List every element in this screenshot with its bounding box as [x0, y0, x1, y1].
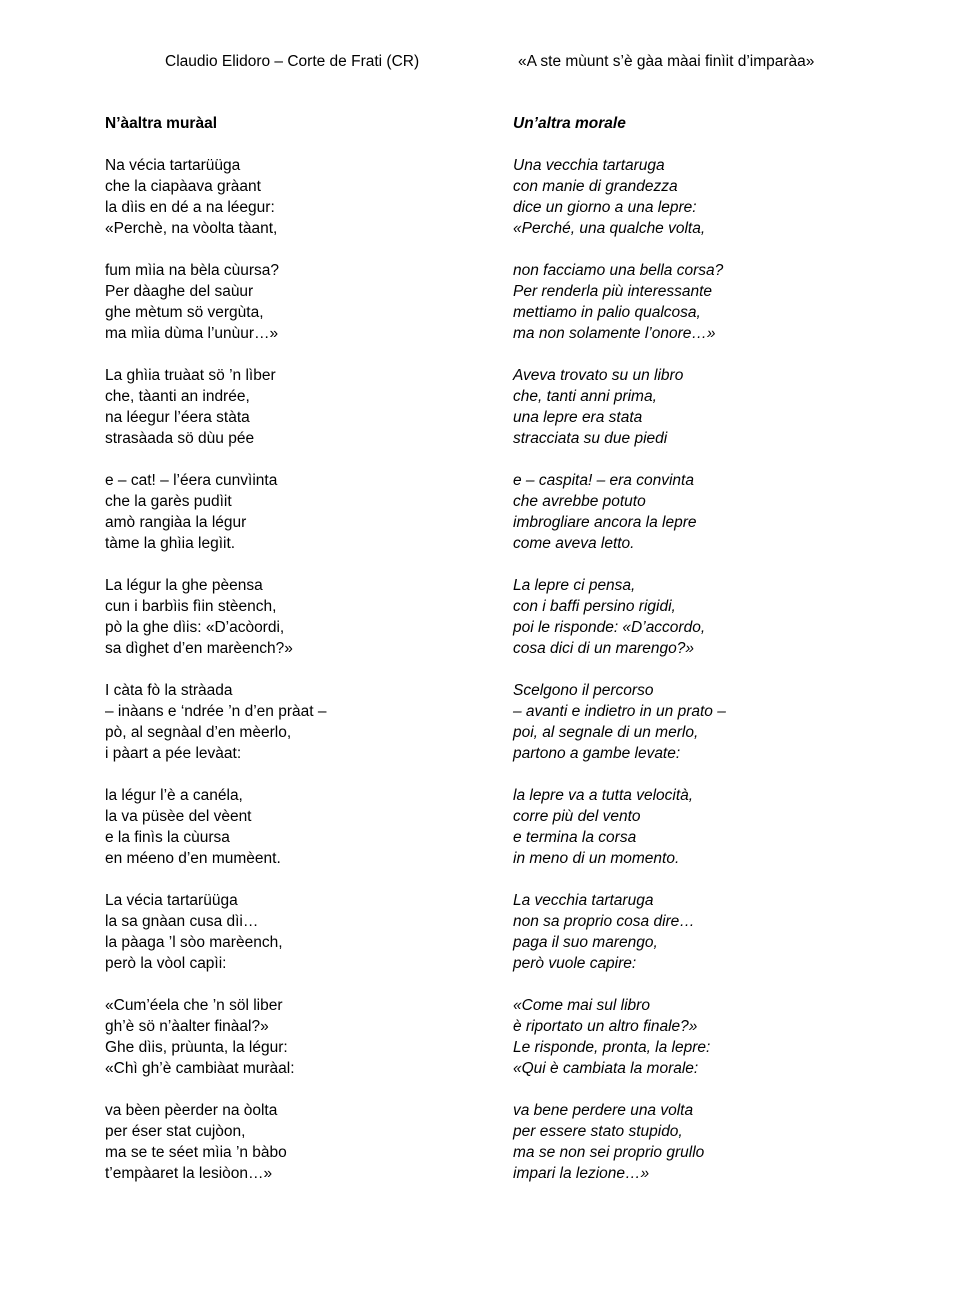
verse-line: paga il suo marengo,	[513, 934, 658, 951]
italian-poem-title: Un’altra morale	[513, 115, 626, 132]
verse-line: amò rangiàa la légur	[105, 514, 247, 531]
stanza	[105, 470, 525, 554]
verse-line: per éser stat cujòon,	[105, 1123, 246, 1140]
verse-line: la dìis en dé a na léegur:	[105, 199, 275, 216]
verse-line: con i baffi persino rigidi,	[513, 598, 676, 615]
verse-line: e termina la corsa	[513, 829, 637, 846]
verse-line: «Qui è cambiata la morale:	[513, 1060, 699, 1077]
author-header: Claudio Elidoro – Corte de Frati (CR)	[165, 53, 420, 70]
verse-line: però la vòol capìi:	[105, 955, 227, 972]
verse-line: fum mìia na bèla cùursa?	[105, 262, 280, 279]
verse-line: in meno di un momento.	[513, 850, 680, 867]
italian-poem	[513, 113, 933, 1205]
verse-line: ma se te séet mìia ’n bàbo	[105, 1144, 287, 1161]
verse-line: Le risponde, pronta, la lepre:	[513, 1039, 711, 1056]
stanza	[105, 680, 525, 764]
verse-line: che la garès pudìit	[105, 493, 232, 510]
stanza	[513, 785, 933, 869]
verse-line: Una vecchia tartaruga	[513, 157, 665, 174]
verse-line: è riportato un altro finale?»	[513, 1018, 698, 1035]
verse-line: cun i barbìis fìin stèench,	[105, 598, 277, 615]
verse-line: La vecchia tartaruga	[513, 892, 654, 909]
verse-line: La lepre ci pensa,	[513, 577, 636, 594]
verse-line: – inàans e ‘ndrée ’n d’en pràat –	[105, 703, 327, 720]
verse-line: poi, al segnale di un merlo,	[513, 724, 699, 741]
verse-line: pò la ghe dìis: «D’acòordi,	[105, 619, 285, 636]
stanza	[513, 155, 933, 239]
verse-line: La ghìia truàat sö ’n lìber	[105, 367, 276, 384]
verse-line: La légur la ghe pèensa	[105, 577, 263, 594]
verse-line: gh’è sö n’àalter finàal?»	[105, 1018, 269, 1035]
verse-line: una lepre era stata	[513, 409, 643, 426]
verse-line: – avanti e indietro in un prato –	[513, 703, 726, 720]
verse-line: va bèen pèerder na òolta	[105, 1102, 278, 1119]
verse-line: e la finìs la cùursa	[105, 829, 230, 846]
stanza	[513, 995, 933, 1079]
stanza	[105, 890, 525, 974]
verse-line: però vuole capire:	[513, 955, 637, 972]
verse-line: Ghe dìis, prùunta, la légur:	[105, 1039, 288, 1056]
verse-line: mettiamo in palio qualcosa,	[513, 304, 701, 321]
verse-line: ma se non sei proprio grullo	[513, 1144, 705, 1161]
verse-line: con manie di grandezza	[513, 178, 678, 195]
verse-line: sa dìghet d’en marèench?»	[105, 640, 293, 657]
verse-line: strasàada sö dùu pée	[105, 430, 255, 447]
stanza	[513, 680, 933, 764]
verse-line: che, tàanti an indrée,	[105, 388, 250, 405]
verse-line: partono a gambe levate:	[513, 745, 681, 762]
verse-line: Scelgono il percorso	[513, 682, 654, 699]
verse-line: na léegur l’éera stàta	[105, 409, 250, 426]
verse-line: cosa dici di un marengo?»	[513, 640, 694, 657]
verse-line: I càta fò la stràada	[105, 682, 233, 699]
verse-line: ma non solamente l’onore…»	[513, 325, 716, 342]
verse-line: corre più del vento	[513, 808, 641, 825]
stanza	[105, 260, 525, 344]
stanza	[105, 155, 525, 239]
verse-line: La vécia tartarüüga	[105, 892, 238, 909]
verse-line: la sa gnàan cusa dìi…	[105, 913, 259, 930]
verse-line: la légur l’è a canéla,	[105, 787, 243, 804]
verse-line: ghe mètum sö vergùta,	[105, 304, 264, 321]
stanza	[513, 890, 933, 974]
stanza	[513, 575, 933, 659]
italian-stanzas	[513, 155, 933, 1184]
stanza	[513, 470, 933, 554]
verse-line: tàme la ghìia legìit.	[105, 535, 236, 552]
verse-line: che avrebbe potuto	[513, 493, 646, 510]
verse-line: Na vécia tartarüüga	[105, 157, 241, 174]
verse-line: e – cat! – l’éera cunvìinta	[105, 472, 278, 489]
stanza	[513, 365, 933, 449]
verse-line: pò, al segnàal d’en mèerlo,	[105, 724, 292, 741]
stanza	[105, 995, 525, 1079]
verse-line: non facciamo una bella corsa?	[513, 262, 724, 279]
stanza	[105, 575, 525, 659]
verse-line: dice un giorno a una lepre:	[513, 199, 697, 216]
verse-line: per essere stato stupido,	[513, 1123, 683, 1140]
verse-line: stracciata su due piedi	[513, 430, 668, 447]
verse-line: en méeno d’en mumèent.	[105, 850, 281, 867]
stanza	[513, 1100, 933, 1184]
verse-line: «Perché, una qualche volta,	[513, 220, 706, 237]
verse-line: poi le risponde: «D’accordo,	[513, 619, 706, 636]
verse-line: che, tanti anni prima,	[513, 388, 657, 405]
verse-line: come aveva letto.	[513, 535, 635, 552]
verse-line: impari la lezione…»	[513, 1165, 650, 1182]
stanza	[105, 365, 525, 449]
stanza	[513, 260, 933, 344]
verse-line: che la ciapàava gràant	[105, 178, 261, 195]
verse-line: e – caspita! – era convinta	[513, 472, 694, 489]
verse-line: Aveva trovato su un libro	[513, 367, 684, 384]
stanza	[105, 785, 525, 869]
verse-line: «Come mai sul libro	[513, 997, 650, 1014]
verse-line: i pàart a pée levàat:	[105, 745, 242, 762]
verse-line: «Chì gh’è cambiàat muràal:	[105, 1060, 295, 1077]
dialect-stanzas	[105, 155, 525, 1184]
verse-line: Per renderla più interessante	[513, 283, 713, 300]
verse-line: imbrogliare ancora la lepre	[513, 514, 697, 531]
verse-line: «Cum’éela che ’n söl liber	[105, 997, 283, 1014]
dialect-poem	[105, 113, 525, 1205]
verse-line: «Perchè, na vòolta tàant,	[105, 220, 278, 237]
verse-line: va bene perdere una volta	[513, 1102, 694, 1119]
motto-header: «A ste mùunt s’è gàa màai finìit d’imparàa»	[518, 53, 815, 70]
verse-line: t’empàaret la lesiòon…»	[105, 1165, 273, 1182]
verse-line: Per dàaghe del saùur	[105, 283, 254, 300]
verse-line: la pàaga ’l sòo marèench,	[105, 934, 283, 951]
verse-line: ma mìia dùma l’unùur…»	[105, 325, 279, 342]
verse-line: la va püsèe del vèent	[105, 808, 252, 825]
stanza	[105, 1100, 525, 1184]
dialect-poem-title: N’àaltra muràal	[105, 115, 217, 132]
verse-line: la lepre va a tutta velocità,	[513, 787, 694, 804]
verse-line: non sa proprio cosa dire…	[513, 913, 695, 930]
